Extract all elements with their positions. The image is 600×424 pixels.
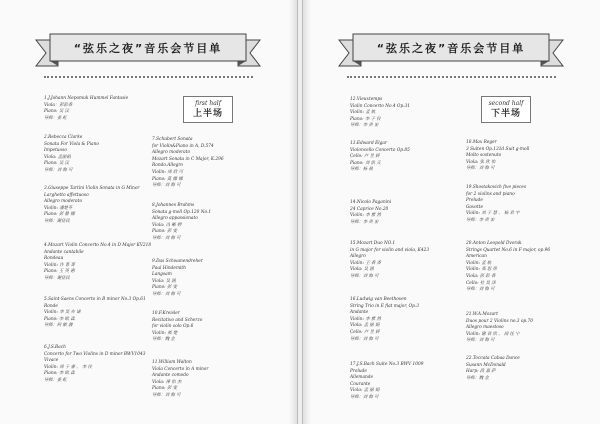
program-item bbox=[44, 243, 151, 283]
program-line: Violin: 孟 航 bbox=[350, 110, 376, 116]
program-line: Vivace bbox=[44, 358, 59, 364]
program-line: Allemande bbox=[350, 375, 374, 381]
program-line: Cello: 卢 昱 妍 bbox=[350, 329, 380, 335]
program-line: Susann McDonald bbox=[466, 362, 506, 368]
program-line: Viola: 孟 丽 娟 bbox=[350, 388, 380, 394]
program-line: Allegro appassionato bbox=[152, 216, 198, 222]
program-line: Viola: 孟丽娟 bbox=[44, 154, 71, 160]
program-line: Violin: 王 香 香 bbox=[350, 260, 381, 266]
program-line: Impetuoso bbox=[44, 148, 67, 154]
program-line: 导师：李 贵 宏 bbox=[350, 219, 379, 225]
program-line: 导师：姜 虹 bbox=[44, 377, 67, 383]
program-title: 15.Mozart Duo NO.1 bbox=[350, 241, 396, 246]
program-title: 20.Anton Leopold Dvorak bbox=[466, 241, 522, 246]
program-line: 导师：刘 海 可 bbox=[350, 394, 379, 400]
program-line: Violin: 孟 航 bbox=[466, 260, 492, 266]
dotted-divider bbox=[347, 76, 556, 78]
program-title: 5.Saint-Saens Concerto in B minor No.3 Op.61 bbox=[44, 297, 146, 302]
program-line: Duos pour 2 Violins no.3 op.70 bbox=[466, 318, 533, 324]
program-line: for violin solo Op.6 bbox=[152, 324, 194, 330]
program-line: Cello: 卢 昱 妍 bbox=[350, 154, 380, 160]
program-item bbox=[466, 312, 533, 345]
program-title: 7.Schubert Sonata bbox=[152, 137, 193, 142]
program-line: 导师：魏 金 bbox=[152, 337, 175, 343]
program-item bbox=[152, 311, 202, 344]
program-line: 3 Suiten Op.131d Suit g-moll bbox=[466, 146, 530, 152]
program-line: 导师：刘 海 可 bbox=[152, 291, 181, 297]
banner-ribbon bbox=[32, 30, 264, 70]
program-line: Violin: 许 菁 菁 bbox=[44, 262, 75, 268]
program-title: 18.Max Reger bbox=[466, 140, 497, 145]
program-line: Rondo.Allegro bbox=[152, 163, 184, 169]
program-item bbox=[152, 203, 211, 243]
program-item bbox=[44, 96, 128, 122]
program-line: Piano: 刘 浩 天 bbox=[350, 160, 381, 166]
program-line: for 2 violins and piano bbox=[466, 191, 515, 197]
program-line: 导师：何 敏 骏 bbox=[44, 323, 73, 329]
program-line: 导师：谢佳民 bbox=[44, 275, 70, 281]
program-line: Violin: 李 紫 然 bbox=[350, 213, 381, 219]
program-line: 导师：刘 海 可 bbox=[152, 235, 181, 241]
program-line: Allegro bbox=[350, 254, 366, 260]
program-item bbox=[152, 360, 208, 400]
program-line: Gavotte bbox=[466, 204, 484, 210]
program-item bbox=[44, 135, 99, 175]
program-title: 4.Mozart Violin Concerto No.4 in D Major KV218 bbox=[44, 243, 152, 248]
program-line: Recitativo and Scherzo bbox=[152, 317, 203, 323]
program-line: Viola: 张 欣 怡 bbox=[466, 159, 496, 165]
program-item bbox=[44, 345, 146, 385]
program-line: Piano: 彭 静 娜 bbox=[44, 212, 75, 218]
program-line: Violin: 潘楚苓 bbox=[44, 205, 73, 211]
program-item bbox=[350, 141, 410, 174]
half-en: first half bbox=[195, 100, 221, 107]
left-page bbox=[0, 0, 298, 424]
program-line: Violin Concerto No.4 Op.31 bbox=[350, 103, 411, 109]
program-line: Strings Quartet No.6 in F major, op.96 bbox=[466, 247, 551, 253]
program-item bbox=[44, 297, 146, 330]
program-line: Violin: 郝 楚 bbox=[152, 330, 178, 336]
program-line: Viola: 吴 涵 bbox=[350, 267, 374, 273]
program-line: Mozart Sonata in C Major, K.296 bbox=[152, 156, 224, 162]
program-item bbox=[350, 362, 423, 402]
banner-title: “弦乐之夜”音乐会节目单 bbox=[376, 42, 526, 55]
program-line: Ronde bbox=[44, 303, 58, 309]
program-title: 11.William Walton bbox=[152, 360, 192, 365]
program-line: Viola: 彭 彩 香 bbox=[466, 273, 496, 279]
program-title: 12.Vieuxtemps bbox=[350, 97, 383, 102]
program-line: Piano: 李 欧 森 bbox=[44, 371, 75, 377]
program-line: 导师：刘 海 可 bbox=[44, 167, 73, 173]
program-item bbox=[466, 241, 550, 294]
program-title: 2.Rebecca Clarke bbox=[44, 135, 83, 140]
program-item bbox=[152, 137, 224, 190]
program-line: Paul Hindemith bbox=[152, 265, 186, 271]
program-line: 24 Caprice No.20 bbox=[350, 206, 389, 212]
program-line: Violin: 李 紫 然 bbox=[350, 316, 381, 322]
program-title: 13.Edward Elgar bbox=[350, 141, 388, 146]
program-line: Piano: 李 子 仪 bbox=[350, 116, 381, 122]
program-line: 导师：刘 海 可 bbox=[350, 273, 379, 279]
program-title: 3.Giuseppe Tartini Violin Sonata in G Minor bbox=[44, 186, 140, 191]
program-line: 导师：李 贵 宏 bbox=[466, 217, 495, 223]
program-line: Viola: 吴 涵 bbox=[152, 278, 176, 284]
program-item bbox=[466, 185, 526, 225]
program-line: Harp: 段 嘉 萨 bbox=[466, 369, 496, 375]
program-line: Viola Concerto in A minor bbox=[152, 366, 209, 372]
program-title: 21.W.A.Mozart bbox=[466, 312, 498, 317]
half-zh: 上半场 bbox=[192, 109, 223, 119]
program-line: 导师：李 贵 宏 bbox=[350, 123, 379, 129]
program-item bbox=[44, 186, 139, 226]
program-line: American bbox=[466, 254, 487, 260]
program-line: Prelude bbox=[350, 368, 367, 374]
program-line: Viola: 律 怡 杰 bbox=[152, 379, 182, 385]
program-line: Langsam bbox=[152, 272, 172, 278]
program-line: Violoncello Concerto Op.85 bbox=[350, 147, 410, 153]
program-line: 导师：刘 海 可 bbox=[466, 166, 495, 172]
program-title: 9.Das Schwanendreher bbox=[152, 259, 203, 264]
program-item bbox=[350, 241, 429, 281]
program-line: Piano: 李 欧 森 bbox=[44, 316, 75, 322]
program-line: Violin: 谢 晋 欣 、 闻 佳 宁 bbox=[466, 331, 520, 337]
program-line: Viola：彭彩香 bbox=[44, 102, 73, 108]
program-line: Andante cantabile bbox=[44, 249, 84, 255]
program-line: 导师：谢佳民 bbox=[44, 218, 70, 224]
program-line: String Trio in E flat major, Op.3 bbox=[350, 303, 420, 309]
program-line: Sonata g-moll Op.120 No.1 bbox=[152, 209, 212, 215]
banner-ribbon bbox=[335, 30, 567, 70]
program-line: Larghetto affettuoso bbox=[44, 192, 89, 198]
program-line: 导师：刘 海 可 bbox=[152, 183, 181, 189]
program-line: Allegro maestoso bbox=[466, 325, 504, 331]
program-item bbox=[466, 140, 529, 173]
program-title: 1.J.Johann Nepomuk Hummel Fantasie bbox=[44, 96, 129, 101]
program-line: Piano: 吴 汉 bbox=[44, 109, 69, 115]
program-title: 10.F.Kreisler bbox=[152, 311, 180, 316]
program-title: 19.Shostakovich five pieces bbox=[466, 185, 527, 190]
program-item bbox=[466, 356, 520, 382]
program-line: Allegro moderato bbox=[152, 150, 191, 156]
program-item bbox=[350, 297, 419, 343]
banner-title: “弦乐之夜”音乐会节目单 bbox=[73, 42, 223, 55]
program-title: 14.Nicolo Paganini bbox=[350, 200, 392, 205]
half-en: second half bbox=[488, 100, 524, 107]
program-line: Cello: 杜 昊 泽 bbox=[466, 280, 496, 286]
program-line: Allegro moderato bbox=[44, 199, 83, 205]
program-line: Viola: 孟 丽 娟 bbox=[350, 323, 380, 329]
program-line: Andante comodo bbox=[152, 373, 189, 379]
program-line: 导师：刘 海 可 bbox=[466, 338, 495, 344]
program-title: 16.Ludwig van Beethoven bbox=[350, 297, 407, 302]
program-line: Violin: 周 子 睿 、 李 仪 bbox=[44, 364, 92, 370]
half-zh: 下半场 bbox=[490, 109, 521, 119]
program-line: 导师：刘 海 可 bbox=[350, 336, 379, 342]
program-line: for Violin&Piano in A, D.574 bbox=[152, 143, 214, 149]
program-title: 8.Johannes Brahms bbox=[152, 203, 195, 208]
right-page bbox=[302, 0, 600, 424]
program-line: Concerto for Two Violins in D minor BWV1043 bbox=[44, 351, 146, 357]
second-half-label bbox=[481, 96, 531, 123]
program-title: 6.J.S.Bach bbox=[44, 345, 66, 350]
program-line: Molto sostenuto bbox=[466, 153, 502, 159]
program-line: Piano: 王 英 惠 bbox=[44, 269, 75, 275]
program-line: 导师：刘 海 可 bbox=[152, 392, 181, 398]
program-line: Sonata For Viola & Piano bbox=[44, 141, 99, 147]
program-line: Piano: 彭 雯 bbox=[152, 386, 177, 392]
program-line: 导师：姜 虹 bbox=[44, 115, 67, 121]
program-line: Piano: 彭 雯 bbox=[152, 229, 177, 235]
program-line: Prelude bbox=[466, 198, 483, 204]
program-line: Piano: 莫 娜 娜 bbox=[152, 176, 183, 182]
program-line: 导师：魏 金 bbox=[466, 375, 489, 381]
program-line: Violin: 周 欣 可 bbox=[152, 169, 183, 175]
first-half-label bbox=[183, 96, 233, 123]
program-title: 22.Toccata Cabaa Dance bbox=[466, 356, 520, 361]
program-line: in G major for violin and viola, K423 bbox=[350, 247, 430, 253]
program-line: 导师：杨 晨 bbox=[350, 167, 373, 173]
program-item bbox=[152, 259, 203, 299]
program-item bbox=[350, 200, 391, 226]
program-line: Violin: 李 昊 亦 诺 bbox=[44, 310, 81, 316]
program-line: 导师：刘 海 可 bbox=[466, 287, 495, 293]
dotted-divider bbox=[44, 76, 253, 78]
program-item bbox=[350, 97, 410, 130]
program-line: Violin: 刘 子 慧 、 杨 君 宇 bbox=[466, 211, 520, 217]
program-title: 17.J.S.Bach Suite No.3 BWV 1009 bbox=[350, 362, 424, 367]
program-line: Rondeau bbox=[44, 256, 64, 262]
program-line: Courante bbox=[350, 381, 371, 387]
program-line: Piano: 彭 雯 bbox=[152, 285, 177, 291]
program-line: Viola: 冯 晰 婷 bbox=[152, 222, 182, 228]
program-line: Piano: 吴 汉 bbox=[44, 161, 69, 167]
program-line: Violin: 郑 思 彤 bbox=[466, 267, 497, 273]
program-line: Andante bbox=[350, 310, 369, 316]
